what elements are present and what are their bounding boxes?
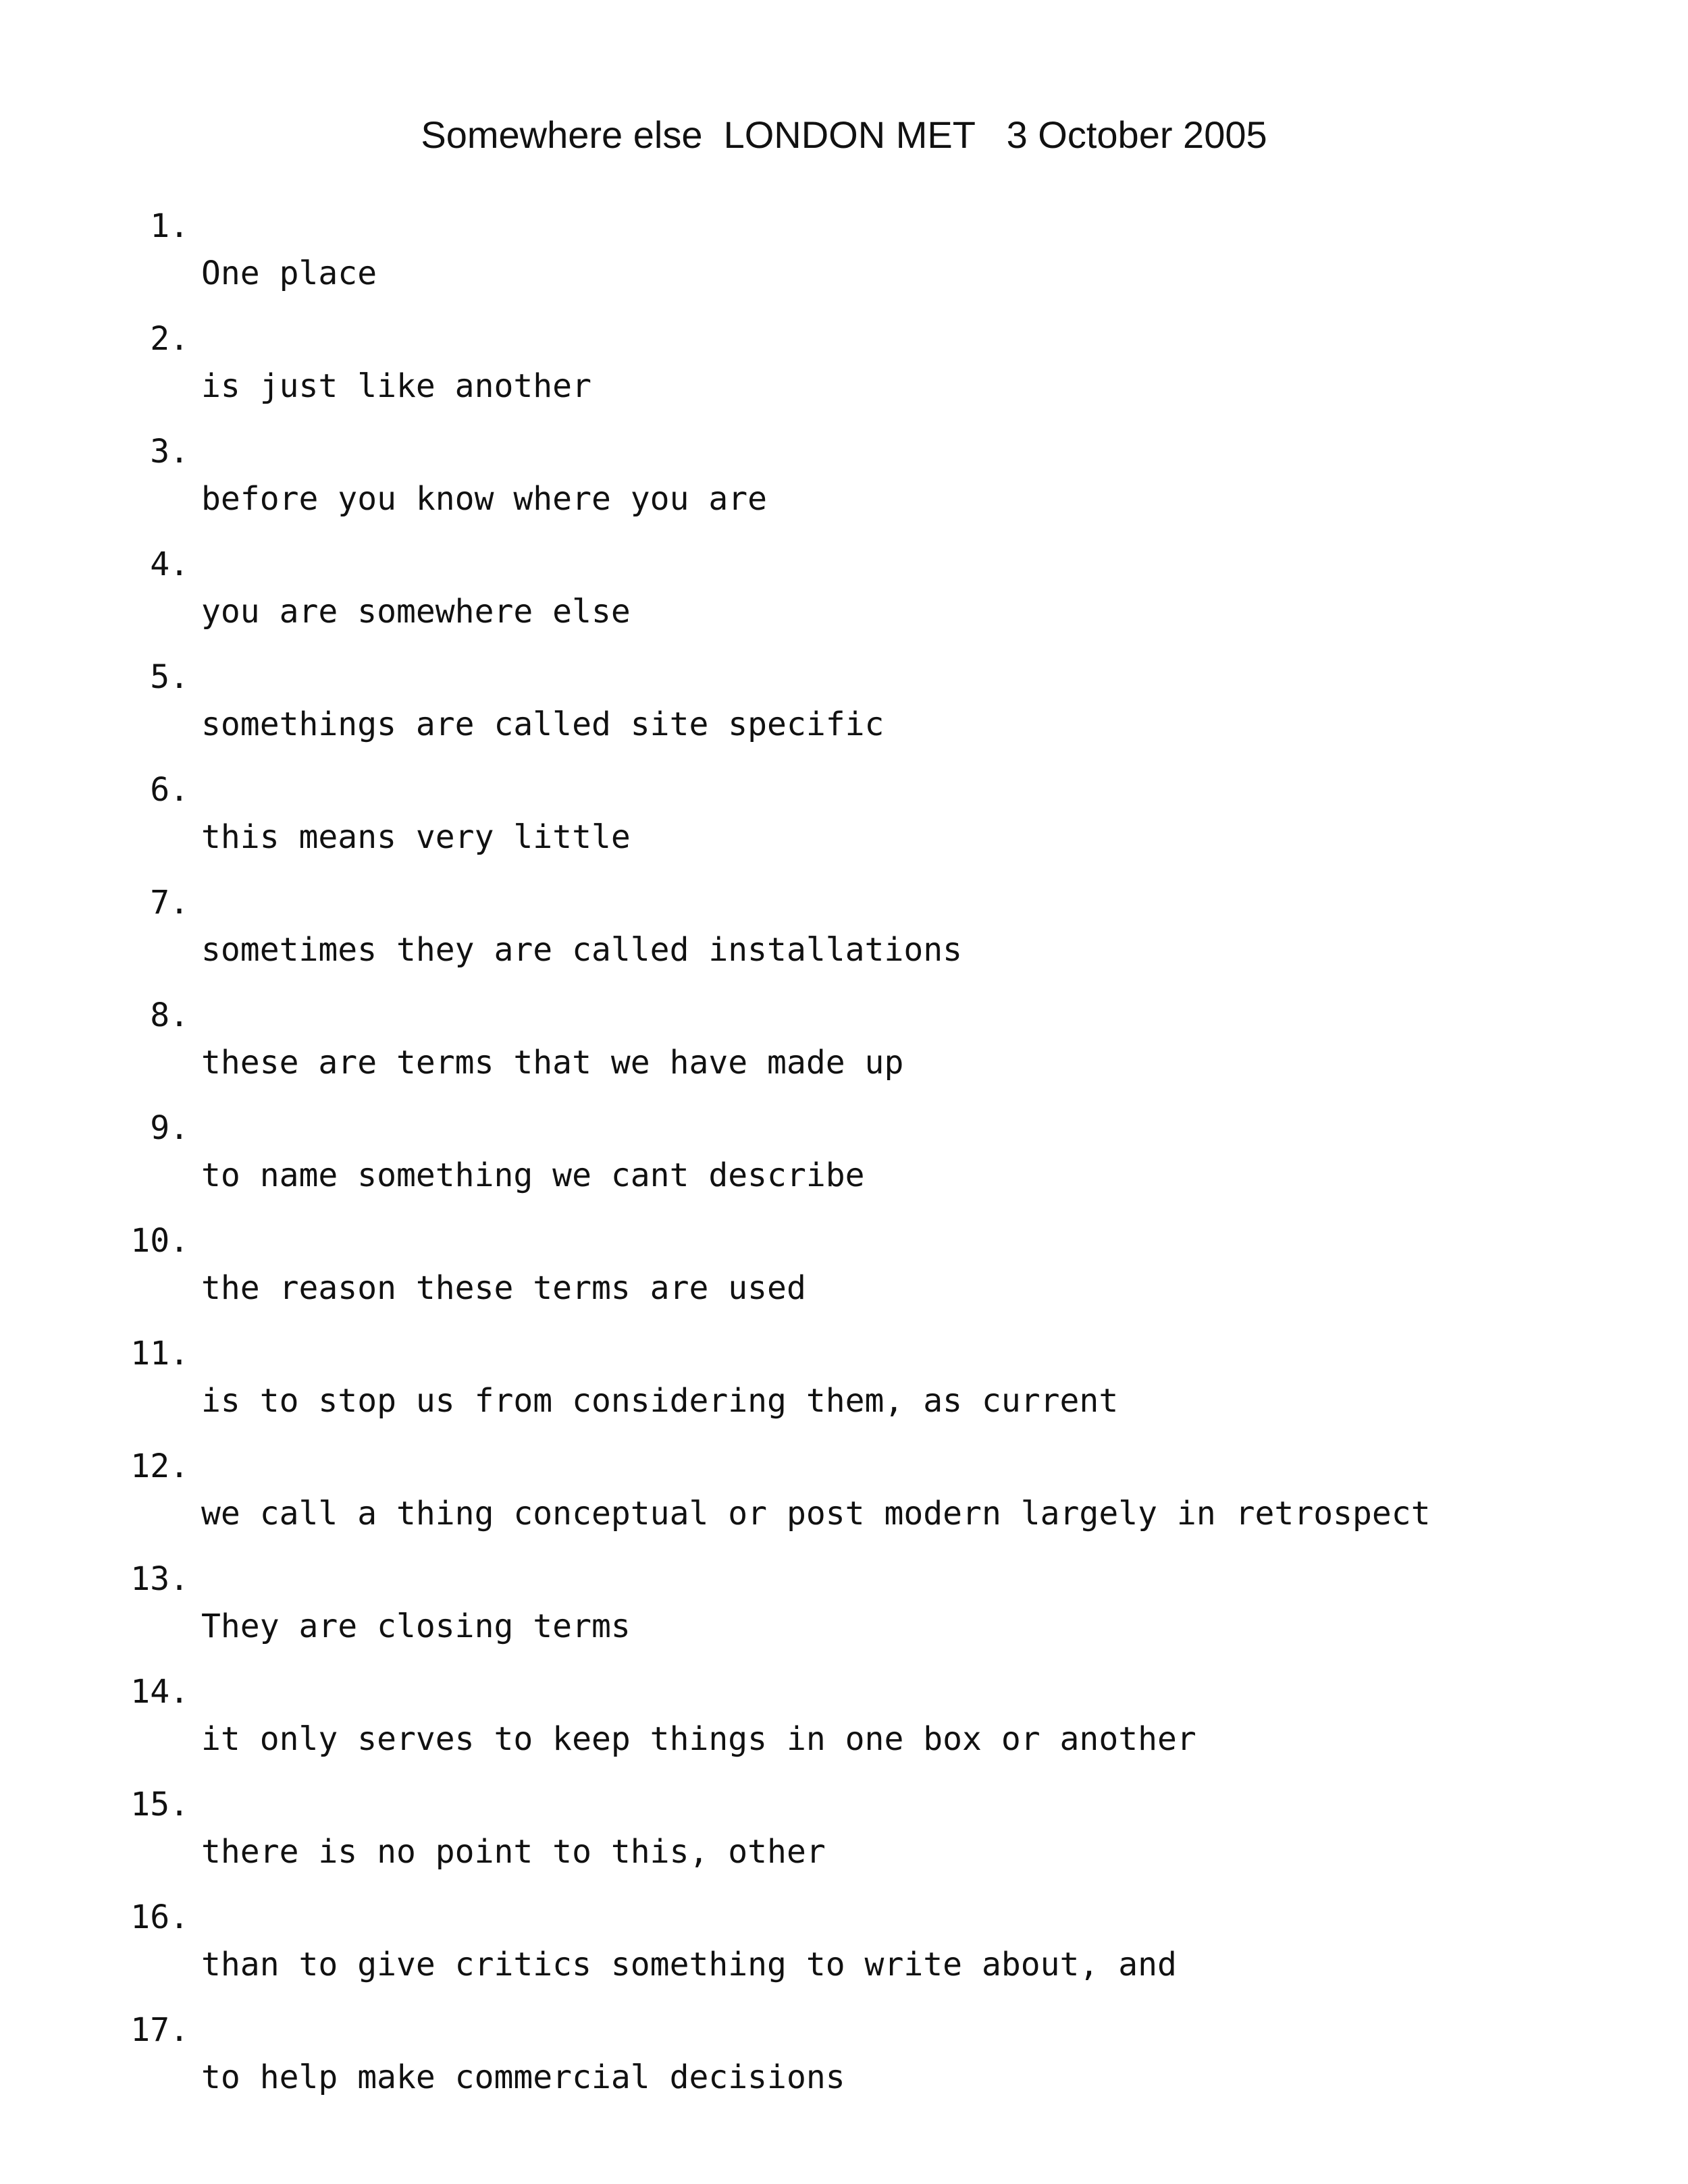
numbered-line-list [0,155,1431,2096]
line-number: 9. [150,1109,189,1147]
list-item [0,1734,826,1871]
list-item [0,494,631,631]
line-number: 8. [150,996,189,1034]
line-number: 5. [150,658,189,696]
line-text: to help make commercial decisions [201,2058,845,2096]
line-text: One place [201,255,377,292]
line-text: this means very little [201,818,631,856]
line-text: is to stop us from considering them, as current [201,1382,1119,1420]
line-number: 6. [150,771,189,809]
line-text: sometimes they are called installations [201,931,963,969]
list-item [0,1508,631,1645]
line-text: to name something we cant describe [201,1156,865,1194]
line-number: 7. [150,884,189,922]
line-number: 17. [130,2011,189,2049]
line-text: it only serves to keep things in one box or another [201,1720,1196,1758]
line-number: 4. [150,545,189,583]
line-number: 10. [130,1222,189,1260]
line-number: 14. [130,1673,189,1711]
line-number: 2. [150,320,189,358]
line-number: 12. [130,1447,189,1485]
line-number: 11. [130,1335,189,1373]
line-text: than to give critics something to write about, and [201,1946,1177,1983]
line-number: 15. [130,1786,189,1823]
line-text: these are terms that we have made up [201,1044,904,1082]
list-item [0,155,377,292]
line-number: 3. [150,433,189,471]
line-text: They are closing terms [201,1607,631,1645]
line-text: the reason these terms are used [201,1269,806,1307]
line-number: 13. [130,1560,189,1598]
document-title: Somewhere else LONDON MET 3 October 2005 [421,113,1267,156]
line-number: 16. [130,1898,189,1936]
line-text: there is no point to this, other [201,1833,826,1871]
line-text: we call a thing conceptual or post modern largely in retrospect [201,1495,1431,1533]
line-number: 1. [150,207,189,245]
list-item [0,1959,845,2096]
line-text: is just like another [201,367,591,405]
line-text: you are somewhere else [201,593,631,631]
list-item [0,719,631,856]
line-text: before you know where you are [201,480,768,518]
line-text: somethings are called site specific [201,705,885,743]
